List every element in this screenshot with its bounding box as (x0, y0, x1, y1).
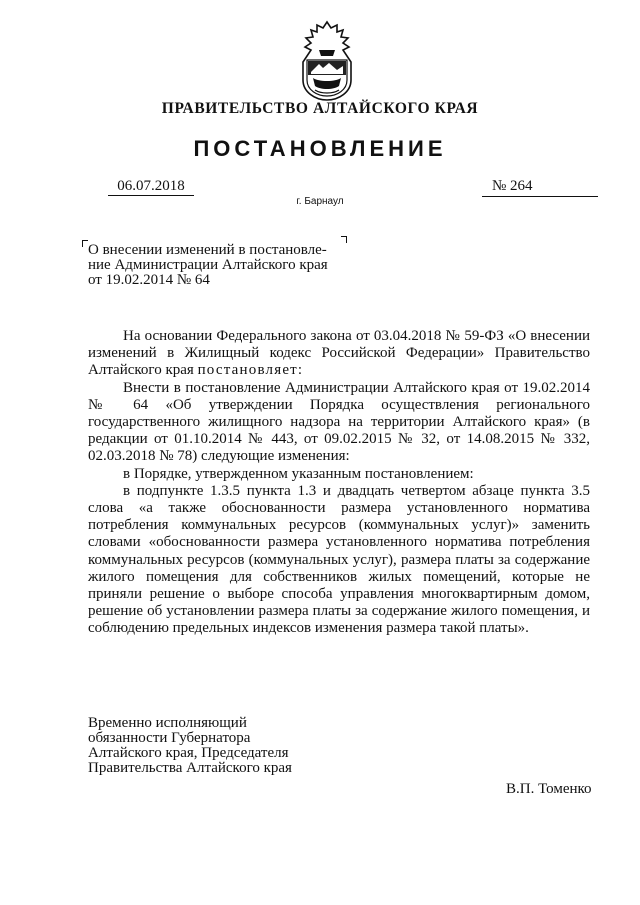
document-number: № 264 (492, 178, 533, 194)
signatory-name: В.П. Томенко (506, 781, 592, 797)
document-body (88, 328, 590, 638)
city-label: г. Барнаул (296, 196, 344, 207)
subject-line: ние Администрации Алтайского края (88, 257, 328, 273)
paragraph-procedure: в Порядке, утвержденном указанным постановлением: (123, 465, 474, 482)
signatory-line: Временно исполняющий (88, 715, 247, 731)
organization-title: ПРАВИТЕЛЬСТВО АЛТАЙСКОГО КРАЯ (161, 100, 479, 117)
paragraph-amend: Внести в постановление Администрации Алтайского края от 19.02.2014 № 64 «Об утверждении Порядка осуществления регионального государственного жилищного надзора на территории Алтайского края» (в редакции от 01.10.2014 № 443, от 09.02.2015 № 32, от 14.08.2015 № 332, 02.03.2018 № 78) следующие изменения: (88, 379, 590, 465)
signatory-position (88, 716, 292, 776)
paragraph-basis (88, 328, 590, 380)
document-type-title: ПОСТАНОВЛЕНИЕ (193, 136, 447, 161)
basis-text: На основании Федерального закона от 03.04.2018 № 59-ФЗ «О внесении изменений в Жилищный кодекс Российской Федерации» Правительство Алтайского края (88, 328, 590, 379)
signatory-line: Алтайского края, Председателя (88, 745, 289, 761)
subject-line: О внесении изменений в постановле- (88, 242, 327, 258)
subject-corner-right (341, 236, 347, 243)
document-subject (88, 243, 348, 288)
signatory-line: Правительства Алтайского края (88, 760, 292, 776)
signatory-line: обязанности Губернатора (88, 730, 251, 746)
resolution-word: постановляет: (197, 362, 304, 379)
document-date: 06.07.2018 (108, 178, 194, 196)
paragraph-changes: в подпункте 1.3.5 пункта 1.3 и двадцать четвертом абзаце пункта 3.5 слова «а также обоснованности размера установленного норматива потребления коммунальных ресурсов (коммунальных услуг)» заменить словами «обоснованности размера установленного норматива потребления коммунальных ресурсов (коммунальных услуг), размера платы за содержание жилого помещения для собственников жилых помещений, которые не приняли решение о выборе способа управления многоквартирным домом, решение об установлении размера платы за содержание жилого помещения, и соблюдению предельных индексов изменения размера такой платы». (88, 482, 590, 637)
subject-line: от 19.02.2014 № 64 (88, 272, 210, 288)
coat-of-arms-emblem (293, 20, 361, 102)
